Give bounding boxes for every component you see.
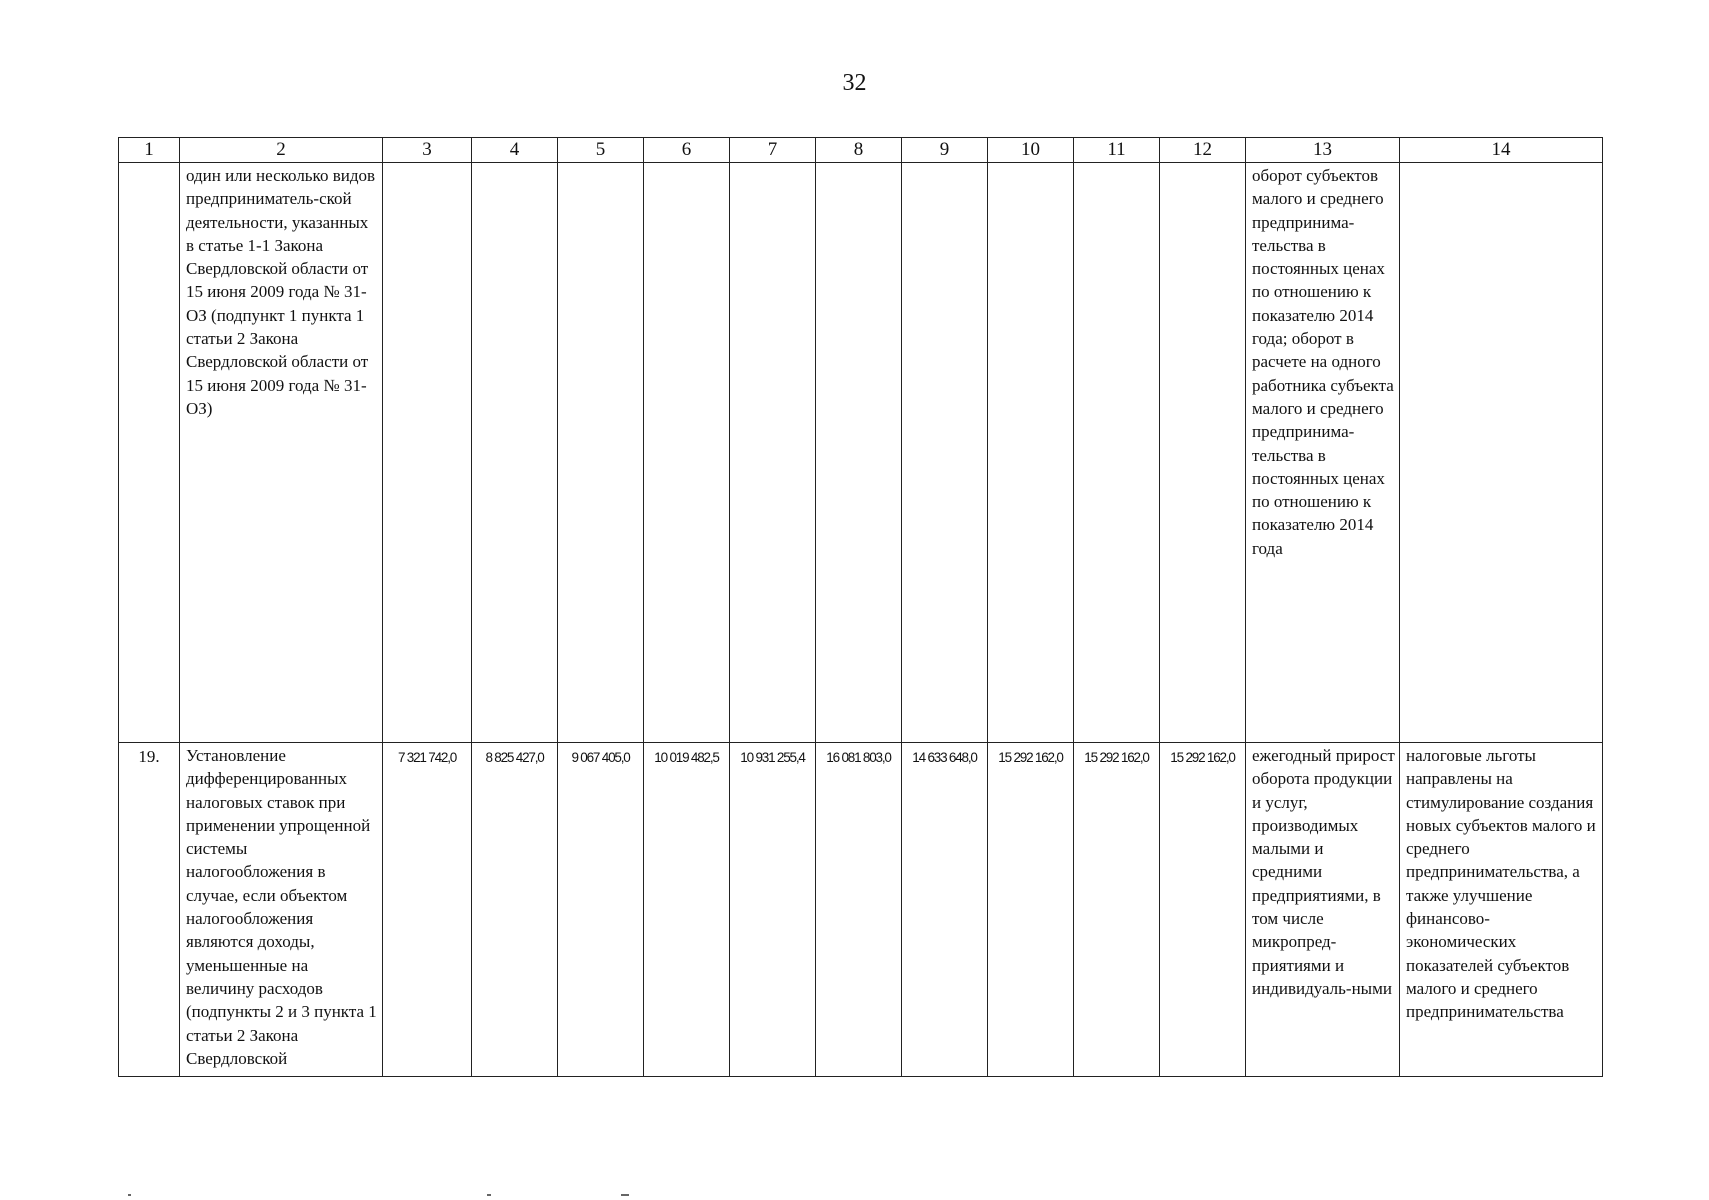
value-cell-11: 15 292 162,0 xyxy=(1074,743,1160,1077)
indicator-cell: оборот субъектов малого и среднего предпринима-тельства в постоянных ценах по отношению к показателю 2014 года; оборот в расчете на одного работника субъекта малого и среднего предпринима-тельства в постоянных ценах по отношению к показателю 2014 года xyxy=(1246,163,1400,743)
row-number-cell xyxy=(119,163,180,743)
header-cell-10: 10 xyxy=(988,138,1074,163)
indicator-cell xyxy=(1246,743,1400,1077)
measure-description-cell: один или несколько видов предприниматель-ской деятельности, указанных в статье 1-1 Закона Свердловской области от 15 июня 2009 года № 31-ОЗ (подпункт 1 пункта 1 статьи 2 Закона Свердловской области от 15 июня 2009 года № 31-ОЗ) xyxy=(180,163,383,743)
scan-speck xyxy=(487,1194,491,1196)
value-cell-3 xyxy=(383,163,472,743)
table-row xyxy=(119,163,1603,743)
header-cell-9: 9 xyxy=(902,138,988,163)
value-cell-11 xyxy=(1074,163,1160,743)
header-cell-5: 5 xyxy=(558,138,644,163)
value-cell-8 xyxy=(816,163,902,743)
value-cell-6: 10 019 482,5 xyxy=(644,743,730,1077)
header-cell-14: 14 xyxy=(1400,138,1603,163)
rationale-cell xyxy=(1400,163,1603,743)
value-cell-7 xyxy=(730,163,816,743)
measure-description-text: Установление дифференцированных налоговых ставок при применении упрощенной системы налогообложения в случае, если объектом налогообложения являются доходы, уменьшенные на величину расходов (подпункты 2 и 3 пункта 1 статьи 2 Закона Свердловской xyxy=(186,746,377,1068)
value-cell-12 xyxy=(1160,163,1246,743)
rationale-text: налоговые льготы направлены на стимулирование создания новых субъектов малого и среднего предпринимательства, а также улучшение финансово-экономических показателей субъектов малого и среднего предпринимательства xyxy=(1406,746,1596,1022)
value-cell-12: 15 292 162,0 xyxy=(1160,743,1246,1077)
header-cell-4: 4 xyxy=(472,138,558,163)
value-cell-8: 16 081 803,0 xyxy=(816,743,902,1077)
header-cell-11: 11 xyxy=(1074,138,1160,163)
page-number: 32 xyxy=(842,70,867,96)
rationale-cell xyxy=(1400,743,1603,1077)
data-table xyxy=(118,137,1603,1077)
value-cell-10 xyxy=(988,163,1074,743)
value-cell-4: 8 825 427,0 xyxy=(472,743,558,1077)
value-cell-6 xyxy=(644,163,730,743)
scan-speck xyxy=(128,1194,131,1196)
value-cell-5 xyxy=(558,163,644,743)
value-cell-4 xyxy=(472,163,558,743)
value-cell-3: 7 321 742,0 xyxy=(383,743,472,1077)
header-cell-1: 1 xyxy=(119,138,180,163)
scan-speck xyxy=(621,1194,629,1196)
header-cell-8: 8 xyxy=(816,138,902,163)
value-cell-9 xyxy=(902,163,988,743)
value-cell-5: 9 067 405,0 xyxy=(558,743,644,1077)
header-cell-3: 3 xyxy=(383,138,472,163)
header-cell-12: 12 xyxy=(1160,138,1246,163)
row-number-cell: 19. xyxy=(119,743,180,1077)
scan-artifacts xyxy=(0,1194,1709,1198)
header-row xyxy=(119,138,1603,163)
value-cell-7: 10 931 255,4 xyxy=(730,743,816,1077)
table-row xyxy=(119,743,1603,1077)
data-table-wrapper xyxy=(118,137,1602,1077)
header-cell-2: 2 xyxy=(180,138,383,163)
header-cell-7: 7 xyxy=(730,138,816,163)
header-cell-6: 6 xyxy=(644,138,730,163)
indicator-text: ежегодный прирост оборота продукции и услуг, производимых малыми и средними предприятиями, в том числе микропред-приятиями и индивидуаль-ными xyxy=(1252,746,1395,998)
header-cell-13: 13 xyxy=(1246,138,1400,163)
value-cell-10: 15 292 162,0 xyxy=(988,743,1074,1077)
measure-description-cell xyxy=(180,743,383,1077)
value-cell-9: 14 633 648,0 xyxy=(902,743,988,1077)
